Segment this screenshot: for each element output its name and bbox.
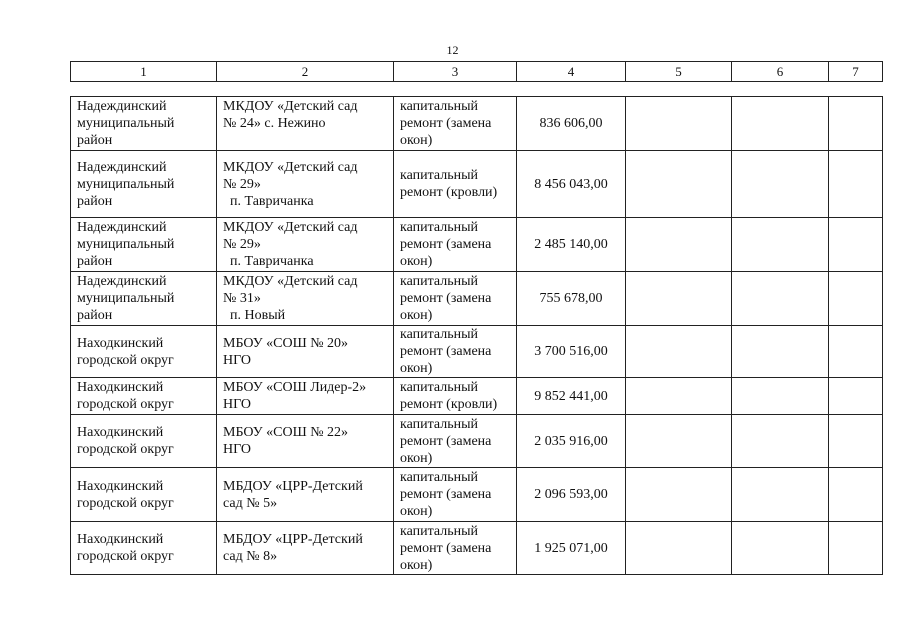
district-cell [71, 97, 217, 151]
empty-cell [732, 218, 829, 272]
empty-cell [732, 326, 829, 378]
empty-cell [732, 468, 829, 522]
institution-cell [217, 522, 394, 575]
district-line: муниципальный [77, 116, 175, 131]
empty-cell [626, 97, 732, 151]
work-line: капитальный [400, 523, 478, 539]
amount-cell: 836 606,00 [517, 97, 626, 151]
work-line: ремонт (замена [400, 291, 492, 306]
district-line: городской округ [77, 442, 174, 457]
institution-cell [217, 468, 394, 522]
district-line: Находкинский [77, 478, 164, 494]
work-line: капитальный [400, 380, 478, 395]
page-number: 12 [446, 43, 459, 57]
district-line: Находкинский [77, 335, 164, 351]
work-line: ремонт (замена [400, 116, 492, 131]
work-line: ремонт (замена [400, 344, 492, 359]
institution-line: МБОУ «СОШ № 20» [223, 335, 349, 351]
empty-cell [732, 151, 829, 218]
header-col-5: 5 [626, 62, 732, 82]
empty-cell [829, 97, 883, 151]
empty-cell [829, 522, 883, 575]
table-row [71, 272, 883, 326]
district-cell [71, 272, 217, 326]
district-line: район [77, 193, 113, 209]
institution-line: МКДОУ «Детский сад [223, 159, 358, 175]
work-line: ремонт (кровли) [400, 397, 498, 412]
institution-cell [217, 326, 394, 378]
district-line: Надеждинский [77, 220, 167, 235]
header-col-4: 4 [517, 62, 626, 82]
empty-cell [732, 415, 829, 468]
work-line: ремонт (замена [400, 487, 492, 502]
institution-line: п. Тавричанка [230, 193, 314, 209]
work-line: ремонт (замена [400, 540, 492, 556]
institution-line: № 24» с. Нежино [223, 116, 326, 131]
work-cell [394, 522, 517, 575]
institution-line: НГО [223, 442, 251, 457]
header-row [71, 62, 883, 82]
district-line: городской округ [77, 549, 174, 564]
table-row [71, 326, 883, 378]
work-line: капитальный [400, 470, 478, 485]
header-col-2: 2 [217, 62, 394, 82]
amount-cell: 9 852 441,00 [517, 378, 626, 415]
district-line: муниципальный [77, 291, 175, 306]
work-line: ремонт (кровли) [400, 185, 498, 200]
amount-cell: 8 456 043,00 [517, 151, 626, 218]
district-line: Находкинский [77, 425, 164, 440]
institution-cell [217, 97, 394, 151]
district-cell [71, 522, 217, 575]
work-cell [394, 468, 517, 522]
empty-cell [829, 272, 883, 326]
empty-cell [829, 468, 883, 522]
work-line: окон) [400, 504, 433, 519]
empty-cell [626, 151, 732, 218]
empty-cell [829, 378, 883, 415]
institution-cell [217, 218, 394, 272]
institution-cell [217, 415, 394, 468]
work-line: капитальный [400, 99, 478, 114]
work-cell [394, 151, 517, 218]
work-line: окон) [400, 450, 433, 466]
empty-cell [626, 378, 732, 415]
empty-cell [829, 218, 883, 272]
work-line: капитальный [400, 327, 478, 342]
empty-cell [626, 272, 732, 326]
district-line: район [77, 133, 113, 148]
work-line: капитальный [400, 274, 478, 289]
district-line: Надеждинский [77, 274, 167, 289]
table-row [71, 151, 883, 218]
work-line: окон) [400, 254, 433, 269]
institution-line: № 29» [223, 176, 261, 192]
district-cell [71, 415, 217, 468]
institution-line: п. Новый [230, 308, 286, 323]
institution-line: сад № 8» [223, 549, 278, 564]
district-line: городской округ [77, 495, 174, 511]
work-line: окон) [400, 308, 433, 323]
amount-cell: 755 678,00 [517, 272, 626, 326]
table-row [71, 468, 883, 522]
district-cell [71, 378, 217, 415]
institution-line: № 29» [223, 237, 261, 252]
work-cell [394, 218, 517, 272]
institution-cell [217, 378, 394, 415]
district-line: Находкинский [77, 380, 164, 395]
work-cell [394, 378, 517, 415]
empty-cell [732, 378, 829, 415]
work-line: окон) [400, 557, 433, 573]
district-cell [71, 151, 217, 218]
institution-line: МКДОУ «Детский сад [223, 274, 358, 289]
institution-line: МБДОУ «ЦРР-Детский [223, 532, 363, 547]
institution-line: п. Тавричанка [230, 254, 314, 269]
amount-cell: 2 035 916,00 [517, 415, 626, 468]
header-col-7: 7 [829, 62, 883, 82]
work-cell [394, 272, 517, 326]
district-line: Находкинский [77, 532, 164, 547]
work-line: окон) [400, 133, 433, 148]
district-line: муниципальный [77, 237, 175, 252]
district-cell [71, 326, 217, 378]
empty-cell [829, 151, 883, 218]
amount-cell: 2 485 140,00 [517, 218, 626, 272]
table-row [71, 97, 883, 151]
amount-cell: 1 925 071,00 [517, 522, 626, 575]
institution-line: НГО [223, 352, 251, 368]
institution-line: № 31» [223, 291, 261, 306]
empty-cell [829, 415, 883, 468]
work-line: окон) [400, 361, 433, 376]
table-row [71, 522, 883, 575]
institution-line: МБОУ «СОШ № 22» [223, 425, 349, 440]
header-col-3: 3 [394, 62, 517, 82]
empty-cell [626, 468, 732, 522]
institution-line: МКДОУ «Детский сад [223, 99, 358, 114]
empty-cell [626, 522, 732, 575]
amount-cell: 3 700 516,00 [517, 326, 626, 378]
empty-cell [732, 272, 829, 326]
empty-cell [626, 218, 732, 272]
empty-cell [732, 522, 829, 575]
institution-line: НГО [223, 397, 251, 412]
work-line: ремонт (замена [400, 237, 492, 252]
empty-cell [829, 326, 883, 378]
work-line: капитальный [400, 416, 478, 432]
district-line: район [77, 308, 113, 323]
work-cell [394, 97, 517, 151]
district-line: городской округ [77, 352, 174, 368]
amount-cell: 2 096 593,00 [517, 468, 626, 522]
institution-line: МКДОУ «Детский сад [223, 220, 358, 235]
empty-cell [732, 97, 829, 151]
empty-cell [626, 415, 732, 468]
empty-cell [626, 326, 732, 378]
work-cell [394, 415, 517, 468]
district-cell [71, 468, 217, 522]
table-row [71, 218, 883, 272]
work-cell [394, 326, 517, 378]
institution-line: МБОУ «СОШ Лидер-2» [223, 380, 367, 395]
work-line: капитальный [400, 220, 478, 235]
work-line: ремонт (замена [400, 433, 492, 449]
table-row [71, 415, 883, 468]
header-col-6: 6 [732, 62, 829, 82]
district-cell [71, 218, 217, 272]
district-line: Надеждинский [77, 99, 167, 114]
institution-line: МБДОУ «ЦРР-Детский [223, 478, 363, 494]
district-line: городской округ [77, 397, 174, 412]
institution-cell [217, 272, 394, 326]
column-number-header [70, 61, 883, 82]
district-line: район [77, 254, 113, 269]
institution-cell [217, 151, 394, 218]
table-row [71, 378, 883, 415]
district-line: Надеждинский [77, 159, 167, 175]
work-line: капитальный [400, 168, 478, 183]
repair-table [70, 96, 883, 575]
institution-line: сад № 5» [223, 495, 278, 511]
district-line: муниципальный [77, 176, 175, 192]
header-col-1: 1 [71, 62, 217, 82]
